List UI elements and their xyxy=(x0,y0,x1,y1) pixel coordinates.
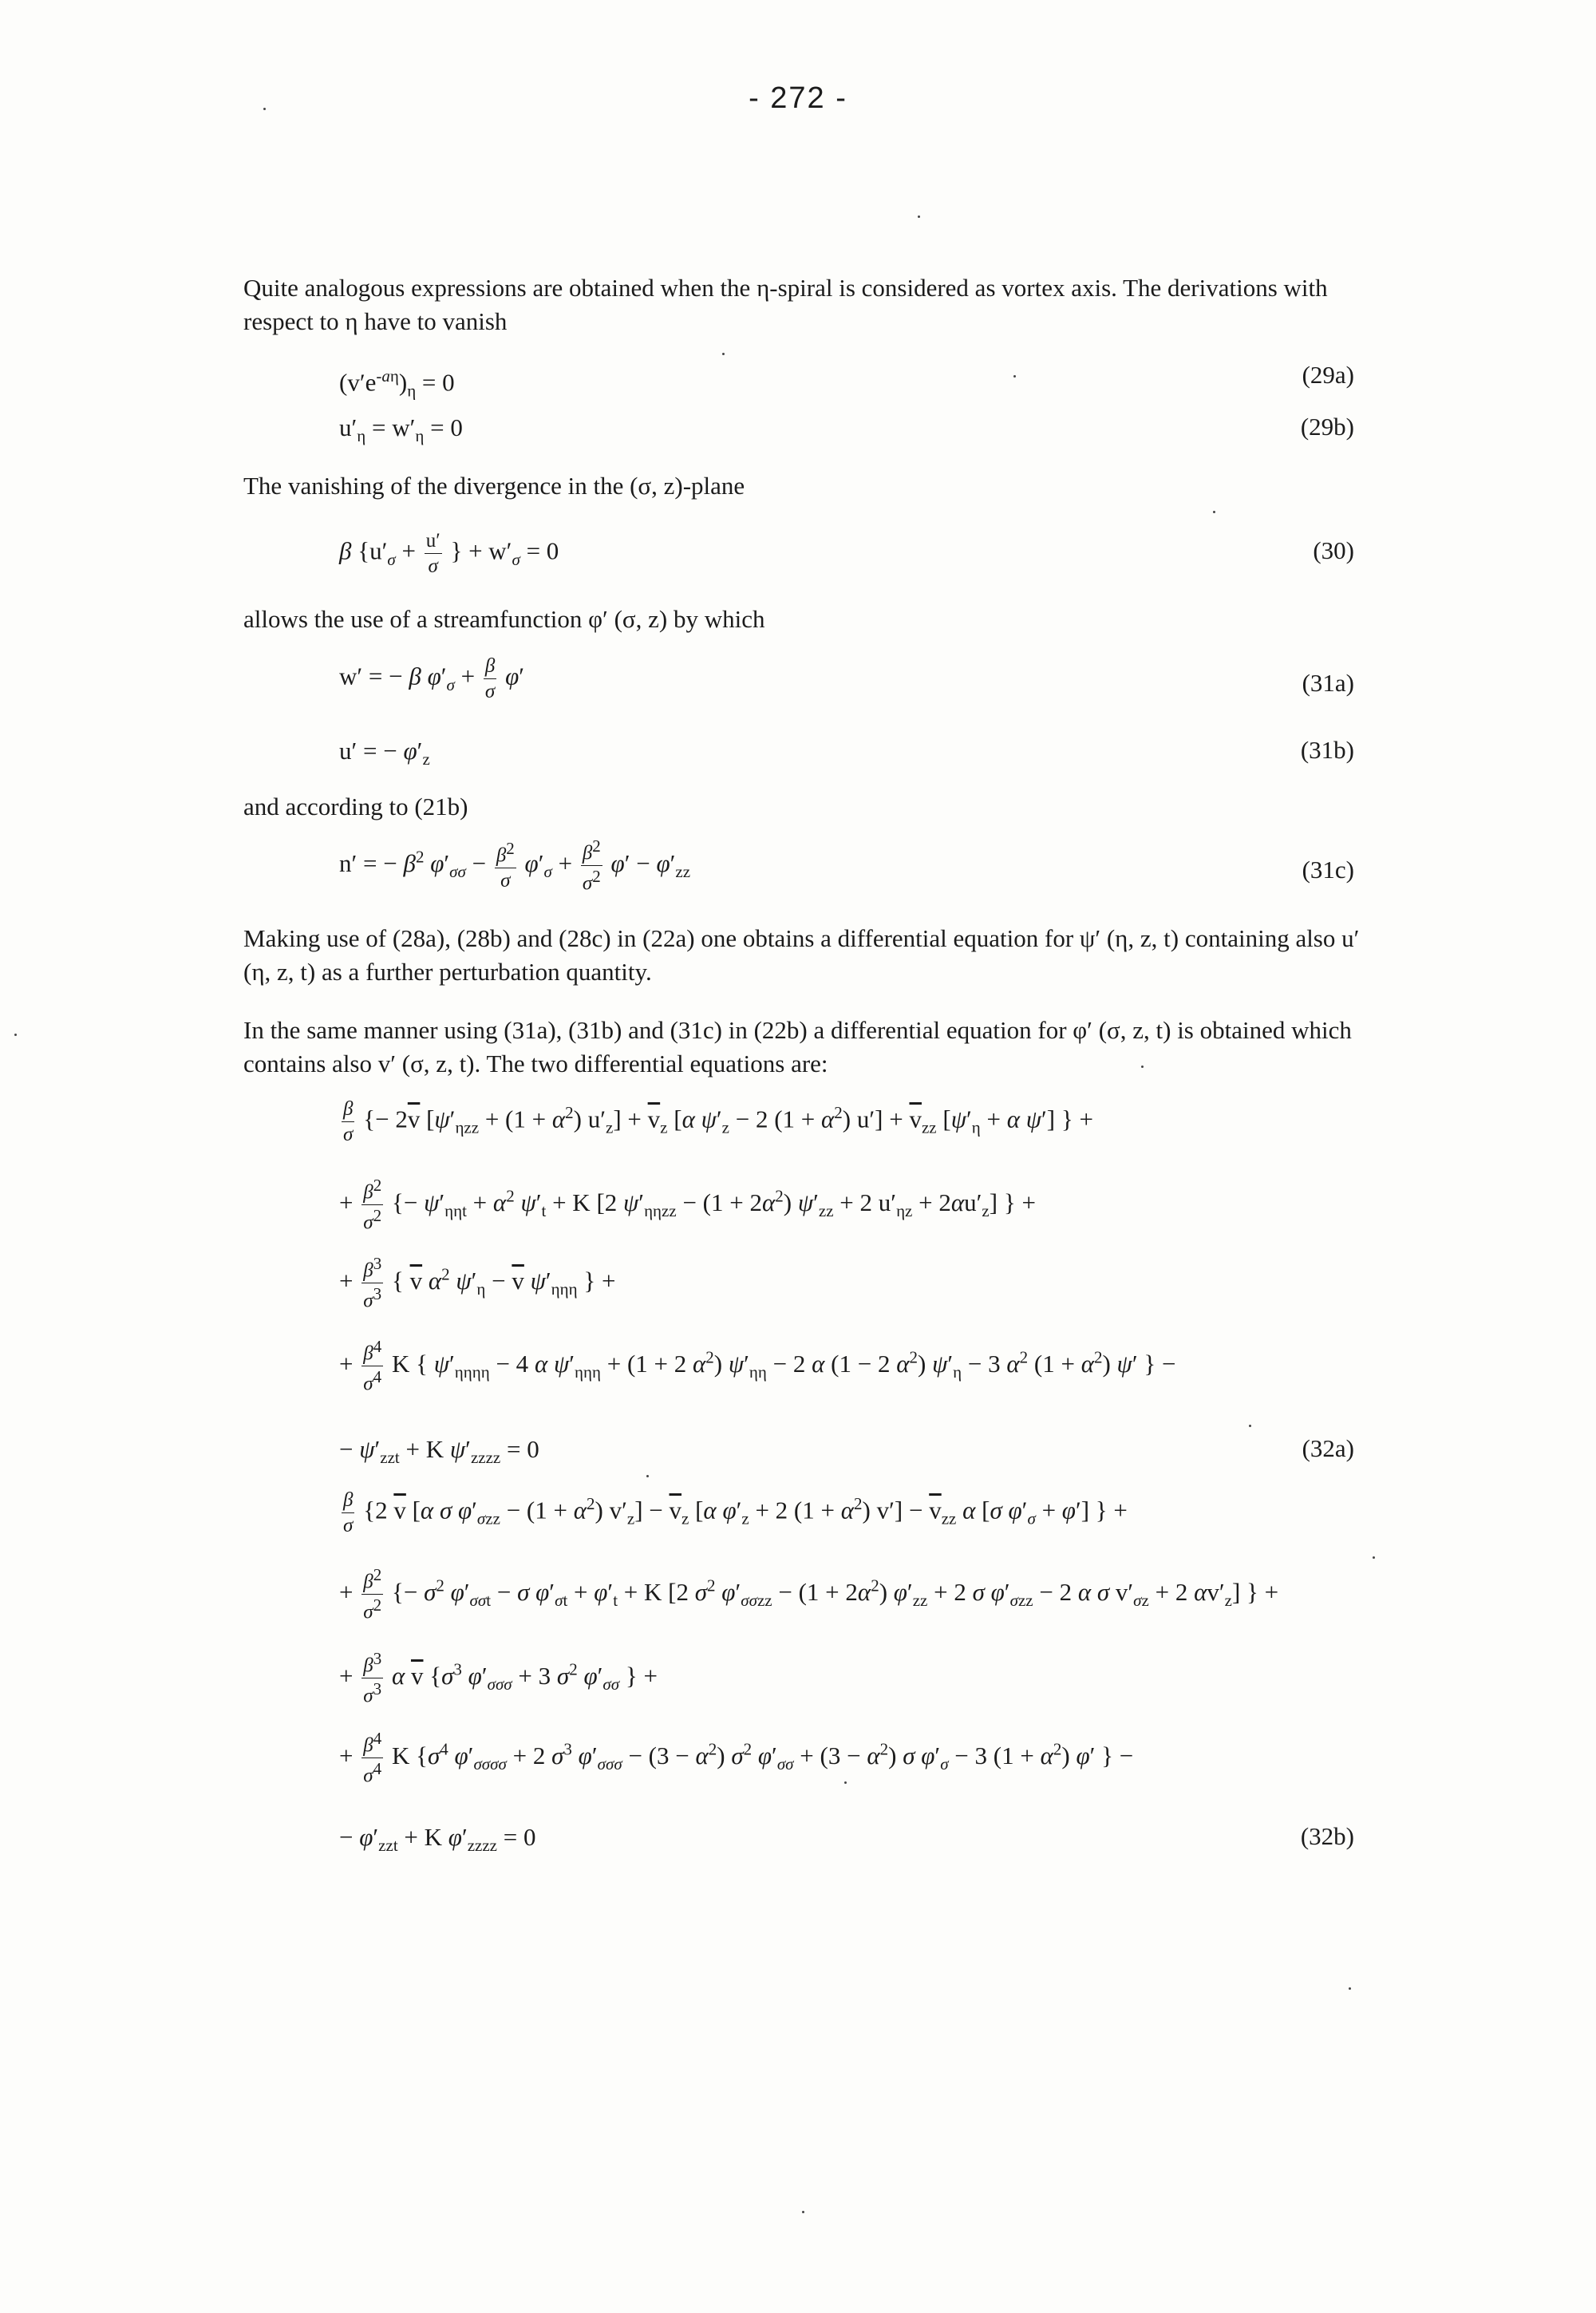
equation-31a: w′ = − β $\varphi'_\sigma$ + $\frac{\beta}{\sigma}$ φ′ xyxy=(339,655,525,702)
page-number: - 272 - xyxy=(749,81,847,115)
equation-32b-line-5: − $\varphi'_{zzt} + K$ $\varphi'_{zzzz} = 0$ xyxy=(339,1823,536,1856)
equation-31b: u′ = − $\varphi'_z$ xyxy=(339,737,430,769)
equation-32b-line-1: $\frac{\beta}{\sigma}$ {2 $\overline{v}$ [α σ $\varphi'_{\sigma zz} - (1 + \alpha^2) v'_z] - \overline{v}_z$ [α $\varphi'_z + 2$ $(1 + \alpha^2)$ $v'] - \overline{v}_{zz}$ α [σ $\varphi'_\sigma + \varphi'$] } + xyxy=(343,1489,1128,1536)
scan-speck xyxy=(1249,1425,1251,1427)
equation-29b: $u'_\eta = w'_\eta = 0$ xyxy=(339,413,463,446)
equation-number: (31b) xyxy=(1300,736,1354,764)
scan-speck xyxy=(14,1034,17,1036)
scan-speck xyxy=(1213,511,1215,513)
equation-number: (32a) xyxy=(1302,1434,1354,1462)
equation-number: (32b) xyxy=(1300,1822,1354,1850)
scan-speck xyxy=(1349,1987,1351,1990)
equation-31c: n′ = − $\beta^2$ $\varphi'_{\sigma\sigma}$ − $\frac{\beta^2}{\sigma}$ $\varphi'_\sigma$ + $\frac{\beta^2}{\sigma^2}$ $\varphi' - \varphi'_{zz}$ xyxy=(339,836,691,895)
paragraph-making-use: Making use of (28a), (28b) and (28c) in (22a) one obtains a differential equation for ψ′ (η, z, t) containing also u′ (η, z, t) as a further perturbation quantity. xyxy=(243,924,1360,986)
scan-speck xyxy=(1013,375,1016,378)
paragraph-streamfunction: allows the use of a streamfunction φ′ (σ, z) by which xyxy=(243,605,765,633)
equation-30: β {$u'_\sigma$ + $\frac{u'}{\sigma}$ } + $w'_\sigma = 0$ xyxy=(339,530,559,577)
paragraph-same-manner: In the same manner using (31a), (31b) and (31c) in (22b) a differential equation for φ′ (σ, z, t) is obtained which contains also v′ (σ, z, t). The two differential equations are: xyxy=(243,1016,1352,1077)
equation-32b-line-2: + $\frac{\beta^2}{\sigma^2}$ {− $\sigma^2$ $\varphi'_{\sigma\sigma t} - \sigma$ $\varphi'_{\sigma t} + \varphi'_t + K$ [2 $\sigma^2$ $\varphi'_{\sigma\sigma zz} - (1 + 2\alpha^2) \varphi'_{zz} + 2$ σ $\varphi'_{\sigma zz} - 2$ α σ $v'_{\sigma z} + 2$ $\alpha v'_z$] } + xyxy=(339,1565,1279,1623)
equation-32a-line-4: + $\frac{\beta^4}{\sigma^4}$ K { $\psi'_{\eta\eta\eta\eta} - 4$ α $\psi'_{\eta\eta\eta} + (1 + 2$ $\alpha^2$) $\psi'_{\eta\eta} - 2$ α (1 − 2 $\alpha^2$) $\psi'_\eta - 3$ $\alpha^2$ $(1 + \alpha^2)$ ψ′ } − xyxy=(339,1337,1176,1395)
paragraph-divergence: The vanishing of the divergence in the (σ, z)-plane xyxy=(243,472,745,500)
equation-number: (31c) xyxy=(1302,856,1354,884)
equation-32b-line-3: + $\frac{\beta^3}{\sigma^3}$ α $\overline{v}$ {$\sigma^3$ $\varphi'_{\sigma\sigma\sigma} + 3$ $\sigma^2$ $\varphi'_{\sigma\sigma}$ } + xyxy=(339,1649,658,1707)
equation-number: (31a) xyxy=(1302,669,1354,697)
equation-29a: $(v'e^{-a\eta})_\eta = 0$ xyxy=(339,366,455,401)
scan-speck xyxy=(844,1781,847,1784)
equation-32a-line-3: + $\frac{\beta^3}{\sigma^3}$ { $\overline{v}$ $\alpha^2$ $\psi'_\eta - \overline{v}$ $\psi'_{\eta\eta\eta}$ } + xyxy=(339,1254,616,1312)
equation-32a-line-1: $\frac{\beta}{\sigma}$ {− $2\overline{v}$ $[\psi'_{\eta zz} + (1 + \alpha^2) u'_z] + \overline{v}_z$ [α $\psi'_z - 2$ $(1 + \alpha^2)$ $u'] + \overline{v}_{zz}$ [$\psi'_\eta + \alpha$ ψ′] } + xyxy=(343,1097,1093,1145)
scan-speck xyxy=(722,353,725,355)
paragraph-according: and according to (21b) xyxy=(243,793,468,820)
equation-number: (29b) xyxy=(1300,413,1354,441)
equation-32a-line-5: − $\psi'_{zzt} + K$ $\psi'_{zzzz} = 0$ xyxy=(339,1435,539,1468)
paragraph-intro: Quite analogous expressions are obtained when the η-spiral is considered as vortex axis. The derivations with respect to η have to vanish xyxy=(243,274,1328,335)
equation-number: (30) xyxy=(1313,536,1354,564)
scan-speck xyxy=(1141,1066,1144,1068)
equation-32b-line-4: + $\frac{\beta^4}{\sigma^4}$ K {$\sigma^4$ $\varphi'_{\sigma\sigma\sigma\sigma} + 2$ $\sigma^3$ $\varphi'_{\sigma\sigma\sigma} - (3 - \alpha^2)$ $\sigma^2$ $\varphi'_{\sigma\sigma} + (3 - \alpha^2)$ σ $\varphi'_\sigma - 3$ $(1 + \alpha^2)$ φ′ } − xyxy=(339,1729,1134,1787)
scan-speck xyxy=(263,108,266,110)
scan-speck xyxy=(802,2211,804,2213)
scan-speck xyxy=(646,1475,649,1477)
equation-number: (29a) xyxy=(1302,361,1354,389)
equation-32a-line-2: + $\frac{\beta^2}{\sigma^2}$ {− $\psi'_{\eta\eta t} + \alpha^2$ $\psi'_t + K$ [2 $\psi'_{\eta\eta zz} - (1 + 2\alpha^2) \psi'_{zz} + 2$ $u'_{\eta z} + 2\alpha u'_z$] } + xyxy=(339,1176,1036,1234)
scan-speck xyxy=(1373,1556,1375,1559)
scan-speck xyxy=(918,215,920,218)
